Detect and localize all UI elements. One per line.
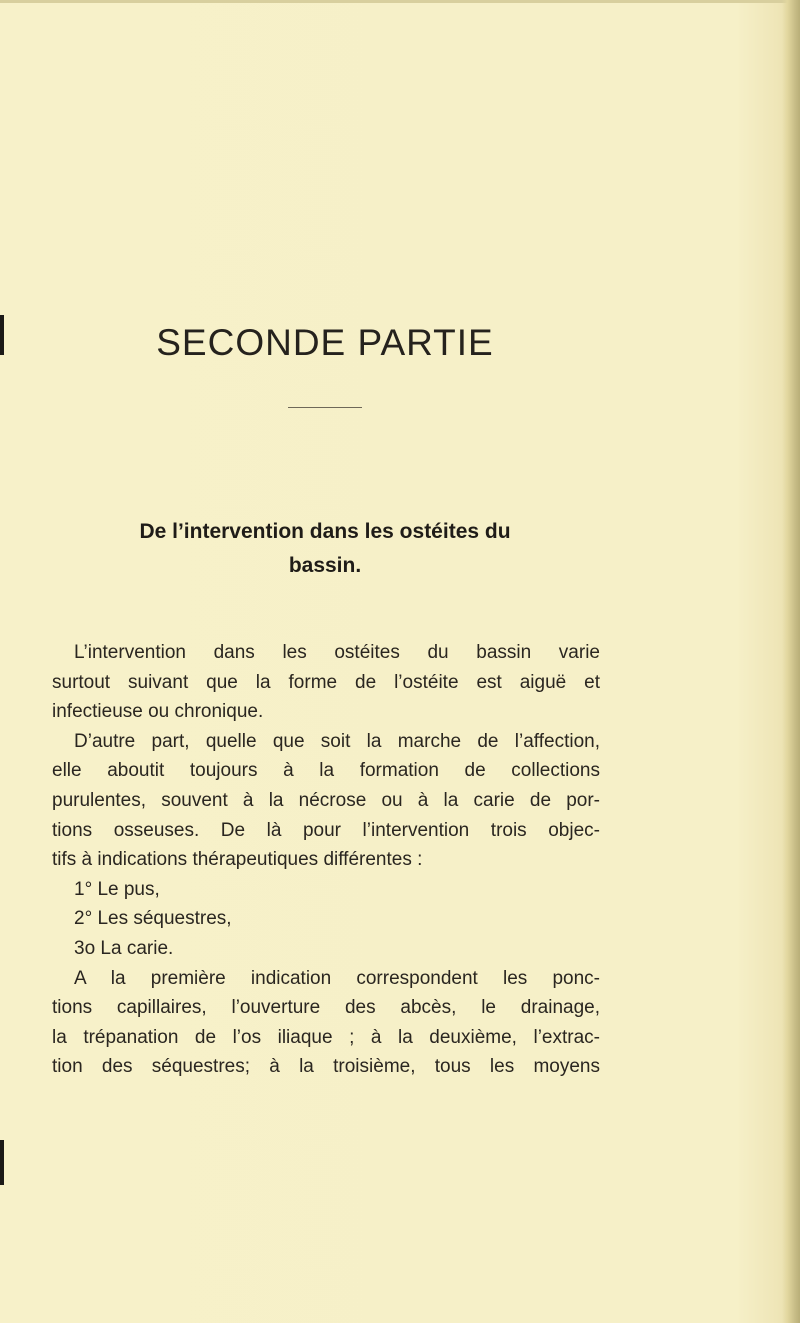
- text-line: A la première indication correspondent les ponc-: [74, 967, 600, 989]
- list-item: 3o La carie.: [74, 937, 174, 959]
- part-title: SECONDE PARTIE: [156, 322, 494, 363]
- text-line: L’intervention dans les ostéites du bassin varie: [74, 642, 600, 663]
- title-divider: [288, 407, 362, 408]
- page-edge-mark: [0, 1140, 4, 1185]
- text-line: tions capillaires, l’ouverture des abcès, le drainage,: [52, 997, 600, 1019]
- list-item: 2° Les séquestres,: [74, 908, 232, 930]
- text-line: tions osseuses. De là pour l’intervention trois objec-: [52, 819, 600, 841]
- text-line: infectieuse ou chronique.: [52, 701, 264, 723]
- text-line: purulentes, souvent à la nécrose ou à la carie de por-: [52, 789, 600, 811]
- page-top-edge: [0, 0, 800, 3]
- chapter-title: [60, 515, 590, 583]
- page-binding-edge: [782, 0, 800, 1323]
- chapter-title-line: De l’intervention dans les ostéites du: [139, 520, 511, 543]
- text-line: tifs à indications thérapeutiques différentes :: [52, 849, 423, 871]
- text-line: D’autre part, quelle que soit la marche de l’affection,: [74, 730, 600, 752]
- chapter-title-line: bassin.: [288, 554, 362, 577]
- text-line: tion des séquestres; à la troisième, tous les moyens: [52, 1056, 600, 1078]
- list-item: 1° Le pus,: [74, 878, 160, 900]
- text-line: surtout suivant que la forme de l’ostéite est aiguë et: [52, 671, 600, 693]
- text-line: elle aboutit toujours à la formation de collections: [52, 760, 600, 782]
- body-paragraphs: [52, 638, 600, 1082]
- text-line: la trépanation de l’os iliaque ; à la deuxième, l’extrac-: [52, 1026, 600, 1048]
